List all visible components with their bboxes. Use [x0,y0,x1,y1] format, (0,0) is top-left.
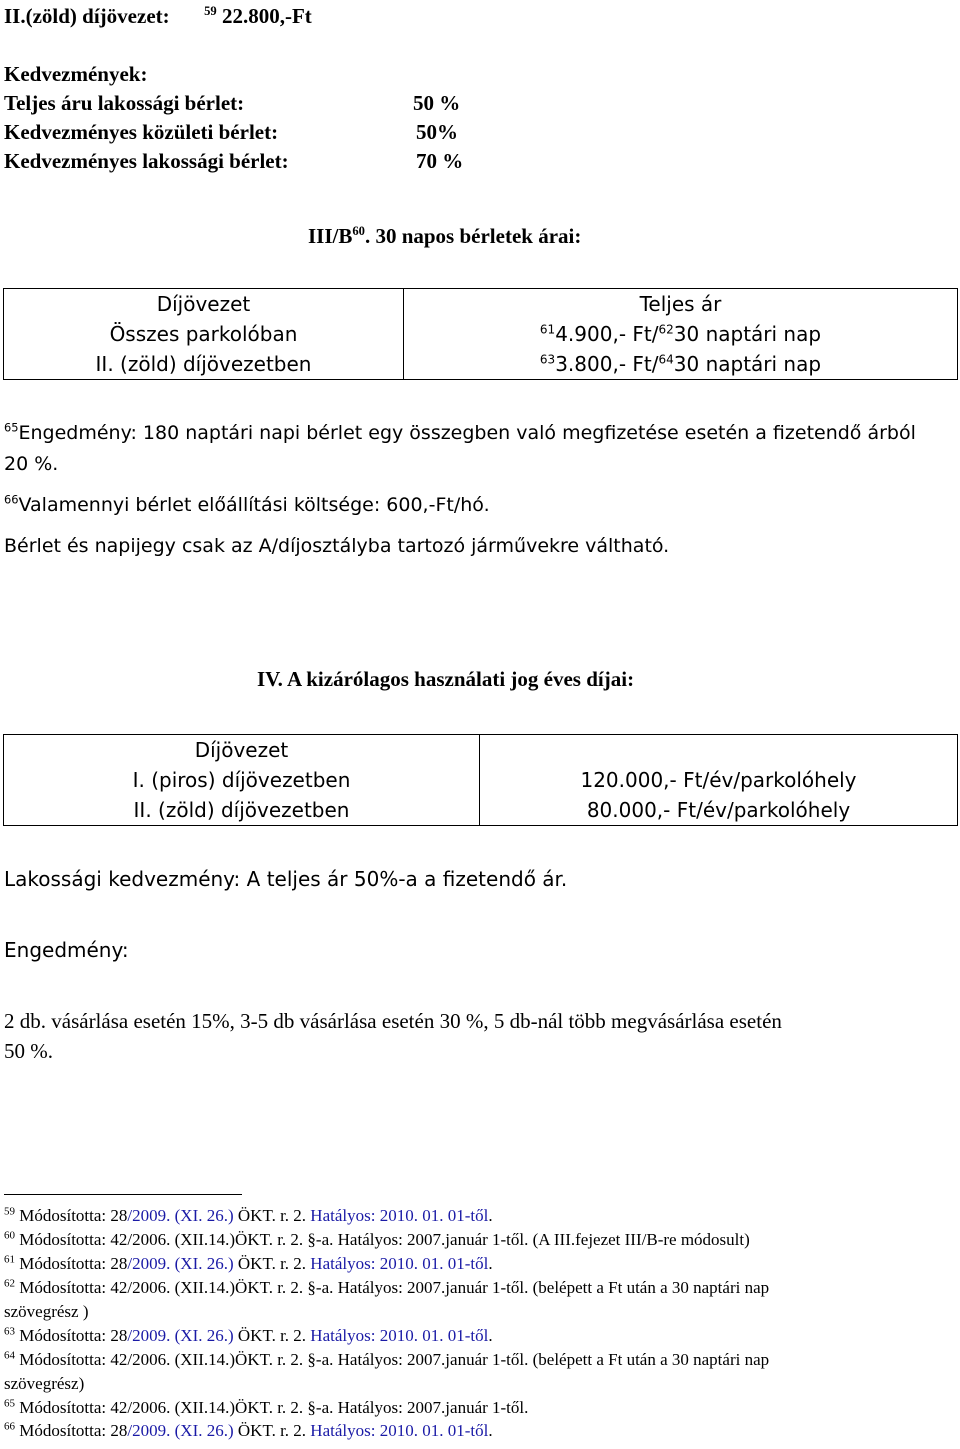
iv-price-column [480,735,958,826]
footnote-text: Módosította: 42/2006. (XII.14.)ÖKT. r. 2. §-a. Hatályos: 2007.január 1-től. [19,1398,529,1417]
section-iv-title: A kizárólagos használati jog éves díjai: [286,667,635,691]
footnote-effective: Hatályos: 2010. 01. 01-től [310,1326,489,1345]
footnote-date: /2009. (XI. 26.) [127,1326,238,1345]
discount-item-3-value: 70 % [416,149,464,173]
zone-row-1: Összes parkolóban [109,322,298,346]
footnote-end: . [488,1326,493,1345]
footnote-65 [4,1398,528,1418]
monthly-pass-table [3,288,958,380]
iv-zone-row-2: II. (zöld) díjövezetben [133,798,350,822]
allowance-cont: 50 %. [4,1039,53,1063]
discount-item-1-label: Teljes áru lakossági bérlet: [4,91,245,115]
footnote-ref-65: 65 [4,420,19,435]
footnote-number: 64 [4,1349,15,1362]
allowance-text: 2 db. vásárlása esetén 15%, 3-5 db vásárlása esetén 30 %, 5 db-nál több megvásárlása esetén [4,1009,782,1033]
footnote-effective: Hatályos: 2010. 01. 01-től [310,1254,489,1273]
section-iiib-label: III/B [308,224,353,248]
section-ii-heading [4,4,312,29]
discount-item-2-label: Kedvezményes közületi bérlet: [4,120,279,144]
iv-price-row-1: 120.000,- Ft/év/parkolóhely [580,768,857,792]
note-engedmeny [4,422,916,444]
footnote-ref-64: 64 [658,352,674,367]
note-production-cost [4,494,490,516]
footnote-ref-66: 66 [4,492,19,507]
footnote-ref-59: 59 [204,4,217,18]
footnote-number: 61 [4,1253,15,1266]
footnote-text: Módosította: 28 [19,1421,128,1440]
resident-discount: Lakossági kedvezmény: A teljes ár 50%-a a fizetendő ár. [4,867,568,891]
footnote-number: 59 [4,1205,15,1218]
section-iv-number: IV. [257,667,283,691]
footnote-text: Módosította: 28 [19,1326,128,1345]
discount-item-3-label: Kedvezményes lakossági bérlet: [4,149,289,173]
footnote-62 [4,1278,769,1298]
annual-fee-table [3,734,958,826]
price-period-1: 30 naptári nap [673,322,822,346]
price-row-1 [404,319,957,349]
discounts-title: Kedvezmények: [4,62,148,86]
footnote-effective: Hatályos: 2010. 01. 01-től [310,1421,489,1440]
allowance-label: Engedmény: [4,938,129,962]
section-iiib-title: . 30 napos bérletek árai: [364,224,582,248]
footnote-63 [4,1326,493,1346]
footnote-section: ÖKT. r. 2. [237,1326,311,1345]
price-header: Teljes ár [639,292,722,316]
note-production-cost-text: Valamennyi bérlet előállítási költsége: 600,-Ft/hó. [18,494,490,516]
iv-price-row-2: 80.000,- Ft/év/parkolóhely [586,798,851,822]
price-value-1: 4.900,- Ft/ [555,322,659,346]
footnote-end: . [488,1421,493,1440]
footnote-text: Módosította: 28 [19,1206,128,1225]
iv-zone-row-1: I. (piros) díjövezetben [132,768,351,792]
discount-item-1-value: 50 % [413,91,461,115]
footnote-60 [4,1230,750,1250]
footnote-date: /2009. (XI. 26.) [127,1421,238,1440]
footnote-effective: Hatályos: 2010. 01. 01-től [310,1206,489,1225]
footnote-61 [4,1254,493,1274]
footnote-section: ÖKT. r. 2. [237,1206,311,1225]
footnote-number: 62 [4,1277,15,1290]
footnote-date: /2009. (XI. 26.) [127,1254,238,1273]
note-engedmeny-text: Engedmény: 180 naptári napi bérlet egy összegben való megfizetése esetén a fizetendő árból [18,422,916,444]
footnote-ref-63: 63 [539,352,556,367]
footnote-end: . [488,1206,493,1225]
zone-header: Díjövezet [156,292,251,316]
footnote-text: Módosította: 42/2006. (XII.14.)ÖKT. r. 2. §-a. Hatályos: 2007.január 1-től. (A III.fejezet III/B-re módosult) [19,1230,750,1249]
iv-zone-column [4,735,480,826]
price-column [404,289,958,380]
price-period-2: 30 naptári nap [673,352,822,376]
footnote-ref-61: 61 [539,322,556,337]
footnote-text: Módosította: 42/2006. (XII.14.)ÖKT. r. 2. §-a. Hatályos: 2007.január 1-től. (belépett a Ft után a 30 naptári nap [19,1350,770,1369]
price-row-2 [404,349,957,379]
footnote-64 [4,1350,769,1370]
footnote-date: /2009. (XI. 26.) [127,1206,238,1225]
discount-item-2-value: 50% [416,120,458,144]
footnote-end: . [488,1254,493,1273]
zone-row-2: II. (zöld) díjövezetben [95,352,312,376]
footnote-number: 66 [4,1420,15,1433]
footnote-text: Módosította: 28 [19,1254,128,1273]
footnote-62-cont: szövegrész ) [4,1302,89,1321]
note-engedmeny-cont: 20 %. [4,453,59,475]
footnote-59 [4,1206,493,1226]
note-vehicle-class: Bérlet és napijegy csak az A/díjosztályba tartozó járművekre váltható. [4,535,670,557]
footnote-number: 63 [4,1325,15,1338]
footnote-ref-62: 62 [658,322,674,337]
footnote-section: ÖKT. r. 2. [237,1421,311,1440]
iv-price-header-empty [480,735,957,765]
footnote-section: ÖKT. r. 2. [237,1254,311,1273]
price-value-2: 3.800,- Ft/ [555,352,659,376]
footnote-ref-60: 60 [352,224,365,238]
zone-column [4,289,404,380]
footnote-separator [4,1194,242,1195]
footnote-66 [4,1421,493,1441]
section-ii-price: 22.800,-Ft [221,4,312,28]
section-ii-label: II.(zöld) díjövezet: [4,4,170,28]
footnote-number: 65 [4,1397,15,1410]
footnote-number: 60 [4,1229,15,1242]
footnote-text: Módosította: 42/2006. (XII.14.)ÖKT. r. 2. §-a. Hatályos: 2007.január 1-től. (belépett a Ft után a 30 naptári nap [19,1278,770,1297]
section-iv-heading [257,667,634,692]
section-iiib-heading [308,224,581,249]
iv-zone-header: Díjövezet [194,738,289,762]
footnote-64-cont: szövegrész) [4,1374,85,1393]
